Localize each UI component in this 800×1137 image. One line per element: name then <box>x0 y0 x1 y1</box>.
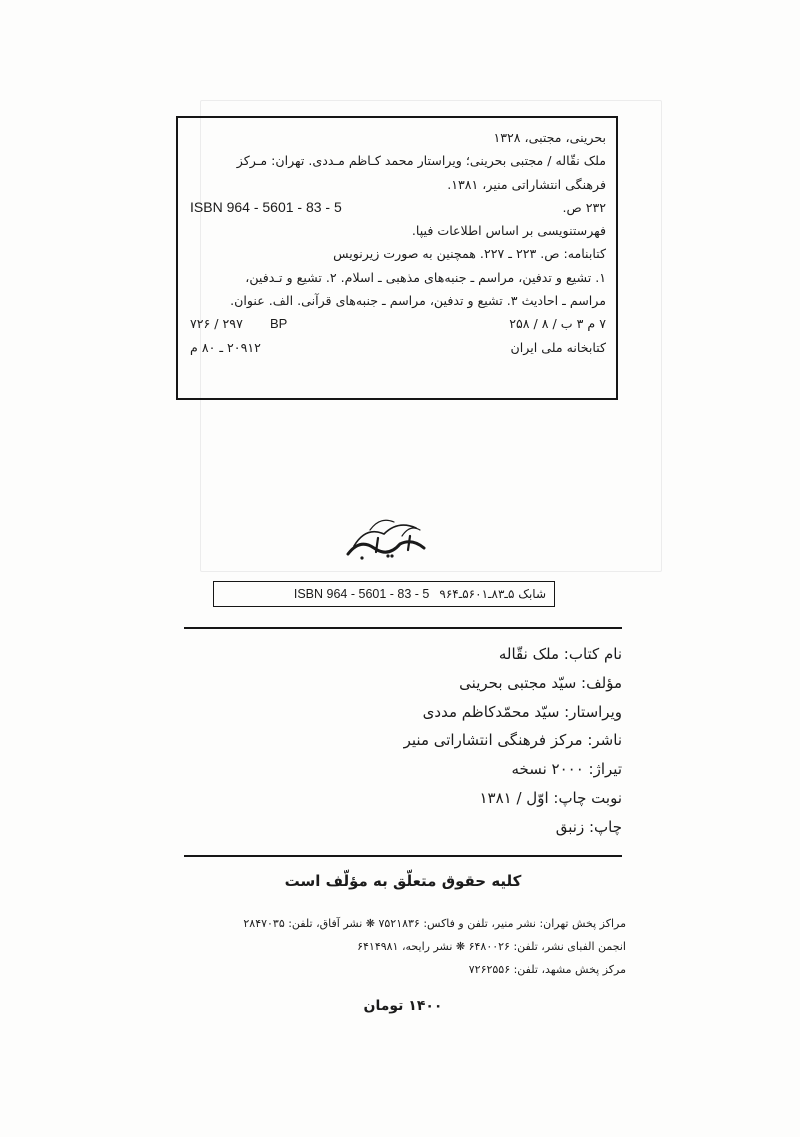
cip-library-number: ۲۰۹۱۲ ـ ۸۰ م <box>190 339 261 355</box>
cip-subjects-1: ۱. تشیع و تدفین، مراسم ـ جنبه‌های مذهبی ـ اسلام. ۲. تشیع و تـدفین، <box>245 269 606 285</box>
distribution-centers <box>174 912 626 981</box>
book-title: نام کتاب: ملک نقّاله <box>498 645 622 663</box>
cip-title-1: ملک نقّاله / مجتبی بحرینی؛ ویراستار محمد کـاظم مـددی. تهران: مـرکز <box>236 153 606 169</box>
divider-top <box>184 627 622 629</box>
cataloging-in-publication-box <box>176 116 618 400</box>
cip-isbn: ISBN 964 - 5601 - 83 - 5 <box>190 198 342 215</box>
cip-dewey: ۲۹۷ / ۷۲۶ <box>190 316 243 332</box>
isbn-box <box>213 581 555 607</box>
munir-logo-icon <box>340 508 430 564</box>
cip-bibliography: کتابنامه: ص. ۲۲۳ ـ ۲۲۷. همچنین به صورت زیرنویس <box>333 246 606 262</box>
cip-bp: BP <box>270 316 288 332</box>
cip-classification: ۷ م ۳ ب / ۸ / ۲۵۸ BP ۲۹۷ / ۷۲۶ <box>190 312 606 335</box>
cip-author: بحرینی، مجتبی، ۱۳۲۸ <box>493 130 606 145</box>
distribution-line-1: مراکز پخش تهران: نشر منیر، تلفن و فاکس: ۷۵۲۱۸۳۶ ❋ نشر آفاق، تلفن: ۲۸۴۷۰۳۵ <box>243 917 626 930</box>
rights-notice: کلیه حقوق متعلّق به مؤلّف است <box>284 872 522 890</box>
cip-title-2: فرهنگی انتشاراتی منیر، ۱۳۸۱. <box>447 176 606 192</box>
cip-subjects-2: مراسم ـ احادیث ۳. تشیع و تدفین، مراسم ـ جنبه‌های قرآنی. الف. عنوان. <box>230 293 606 309</box>
price: ۱۴۰۰ تومان <box>363 998 443 1014</box>
book-author: مؤلف: سیّد مجتبی بحرینی <box>459 673 622 692</box>
cip-fipa: فهرستنویسی بر اساس اطلاعات فیپا. <box>411 223 606 239</box>
distribution-line-3: مرکز پخش مشهد، تلفن: ۷۲۶۲۵۵۶ <box>468 963 626 976</box>
book-print-run: تیراژ: ۲۰۰۰ نسخه <box>511 760 622 779</box>
book-printer: چاپ: زنبق <box>555 817 622 836</box>
book-editor: ویراستار: سیّد محمّدکاظم مددی <box>422 702 622 721</box>
isbn-persian: شابک ۵ـ۸۳ـ۵۶۰۱ـ۹۶۴ <box>439 587 546 601</box>
divider-bottom <box>184 855 622 857</box>
isbn-latin: ISBN 964 - 5601 - 83 - 5 <box>293 587 430 601</box>
cip-pages-isbn: ۲۳۲ ص. ISBN 964 - 5601 - 83 - 5 <box>190 196 606 219</box>
cip-library: کتابخانه ملی ایران ۲۰۹۱۲ ـ ۸۰ م <box>190 336 606 359</box>
distribution-line-2: انجمن الفبای نشر، تلفن: ۶۴۸۰۰۲۶ ❋ نشر رایحه، ۶۴۱۴۹۸۱ <box>357 940 626 953</box>
book-publisher: ناشر: مرکز فرهنگی انتشاراتی منیر <box>403 731 622 750</box>
book-info <box>184 640 622 842</box>
book-edition: نوبت چاپ: اوّل / ۱۳۸۱ <box>479 788 622 807</box>
